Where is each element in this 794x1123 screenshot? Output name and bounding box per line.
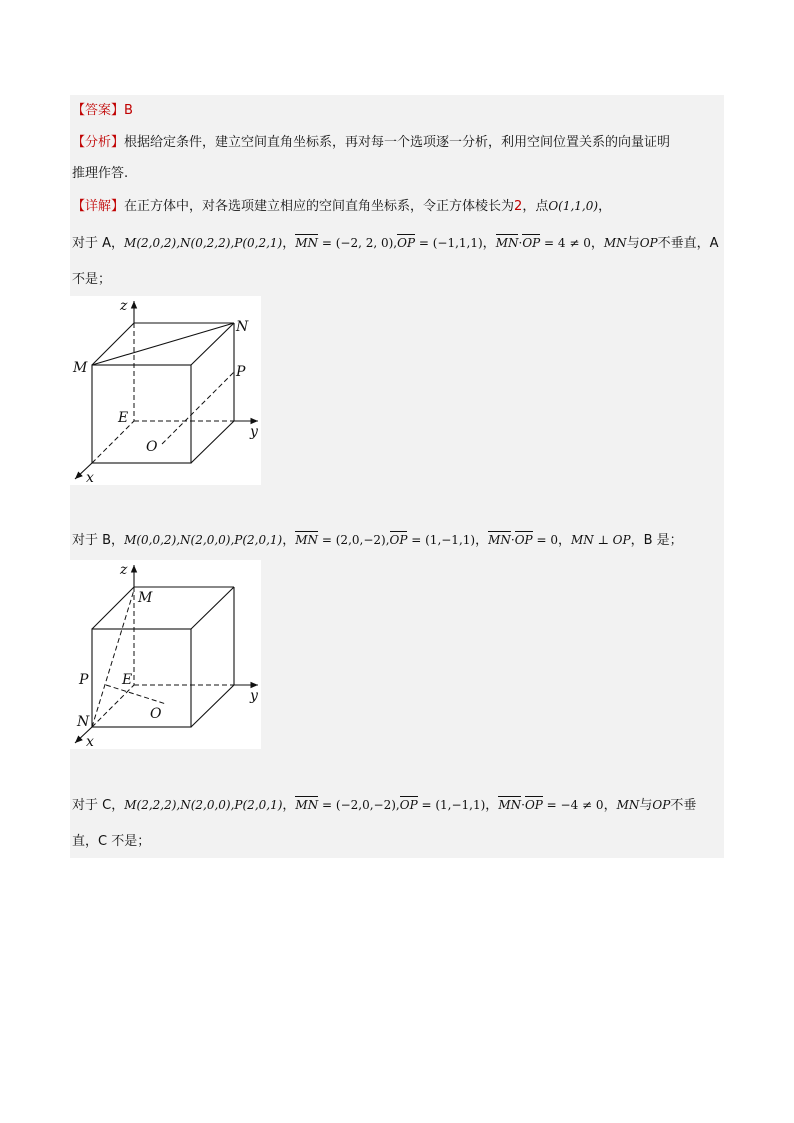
label-p: P [79,672,89,688]
analysis-line-1 [72,133,670,153]
segment-mn [92,590,134,727]
option-c-concl-mid: 与 [639,798,653,813]
label-x: x [86,734,94,749]
label-p: P [236,364,246,380]
label-m: M [138,590,153,606]
answer-tag: 【答案】 [72,103,125,118]
answer-line [72,101,133,121]
analysis-text-2: 推理作答. [72,166,129,181]
option-b-comma-3: ， [557,533,571,548]
detail-tag: 【详解】 [72,199,125,214]
option-b-vec-op: OP [390,530,408,550]
detail-text: 在正方体中，对各选项建立相应的空间直角坐标系，令正方体棱长为 [124,199,515,214]
option-a-comma-3: ， [590,236,604,251]
option-b-op-value: = (1,−1,1) [407,533,476,547]
option-b-points: M(0,0,2),N(2,0,0),P(2,0,1) [124,533,283,547]
option-c-line-2 [72,832,150,852]
option-c-op-value: = (1,−1,1) [417,798,486,812]
detail-end: ， [598,199,612,214]
option-c-comma-1: ， [282,798,296,813]
option-a-concl-op: OP [639,236,658,250]
option-c-concl-op: OP [652,798,671,812]
option-a-dot-op: OP [522,233,540,253]
label-n: N [77,714,90,730]
option-b-dot-sign: · [510,533,515,547]
option-c-vec-mn: MN [295,795,318,815]
analysis-tag: 【分析】 [72,135,125,150]
option-a-points: M(2,0,2),N(0,2,2),P(0,2,1) [124,236,283,250]
cube-diagram-a [70,296,261,485]
option-c-concl-mn: MN [616,798,640,812]
analysis-text-1: 根据给定条件，建立空间直角坐标系，再对每一个选项逐一分析，利用空间位置关系的向量证明 [124,135,671,150]
option-b-dot-mn: MN [488,530,511,550]
option-b-label: 对于 B， [72,533,125,548]
option-c-comma-3: ， [603,798,617,813]
label-e: E [118,410,129,426]
figure-option-b [70,560,261,749]
detail-edge: 2 [514,199,523,214]
option-a-vec-mn: MN [295,233,318,253]
option-a-line-1 [72,233,719,254]
option-b-vec-mn: MN [295,530,318,550]
label-o: O [146,439,158,455]
option-b-concl-tail: ，B 是； [630,533,683,548]
option-b-mn-value: = (2,0,−2), [318,533,390,547]
option-c-dot-op: OP [525,795,543,815]
option-c-points: M(2,2,2),N(2,0,0),P(2,0,1) [124,798,283,812]
detail-point: O(1,1,0) [548,199,599,213]
label-y: y [250,688,258,704]
cube-diagram-b [70,560,261,749]
option-a-concl-mid: 与 [626,236,640,251]
option-a-comma-1: ， [282,236,296,251]
option-a-line2: 不是； [72,272,112,287]
option-c-label: 对于 C， [72,798,125,813]
option-b-line [72,530,683,551]
option-a-comma-2: ， [482,236,496,251]
option-b-dot-op: OP [515,530,533,550]
label-y: y [250,424,258,440]
option-c-line2: 直，C 不是； [72,834,151,849]
option-c-vec-op: OP [400,795,418,815]
detail-comma: ，点 [522,199,549,214]
option-a-label: 对于 A， [72,236,125,251]
label-n: N [236,319,249,335]
option-b-comma-1: ， [282,533,296,548]
option-a-line-2 [72,270,111,290]
label-e: E [122,672,133,688]
answer-value: B [124,103,133,118]
option-a-mn-value: = (−2, 2, 0), [318,236,398,250]
option-b-comma-2: ， [475,533,489,548]
option-b-concl: MN ⊥ OP [570,533,631,547]
option-a-dot-value: = 4 ≠ 0 [540,236,591,250]
segment-op [162,372,234,444]
figure-option-a [70,296,261,485]
option-b-dot-value: = 0 [532,533,558,547]
option-c-concl-tail: 不垂 [670,798,697,813]
label-z: z [120,562,128,578]
segment-op [106,685,166,704]
option-a-vec-op: OP [397,233,415,253]
option-c-line-1 [72,795,696,816]
option-c-comma-2: ， [485,798,499,813]
option-a-concl-mn: MN [603,236,627,250]
option-c-mn-value: = (−2,0,−2), [318,798,400,812]
option-a-concl-tail: 不垂直，A [657,236,719,251]
option-a-op-value: = (−1,1,1) [415,236,483,250]
analysis-line-2 [72,164,128,184]
label-m: M [73,360,88,376]
option-c-dot-mn: MN [498,795,521,815]
option-c-dot-value: = −4 ≠ 0 [542,798,604,812]
label-x: x [86,470,94,485]
option-a-dot-mn: MN [496,233,519,253]
option-a-dot-sign: · [518,236,523,250]
option-c-dot-sign: · [521,798,525,812]
label-o: O [150,706,162,722]
detail-line [72,196,611,217]
label-z: z [120,298,128,314]
